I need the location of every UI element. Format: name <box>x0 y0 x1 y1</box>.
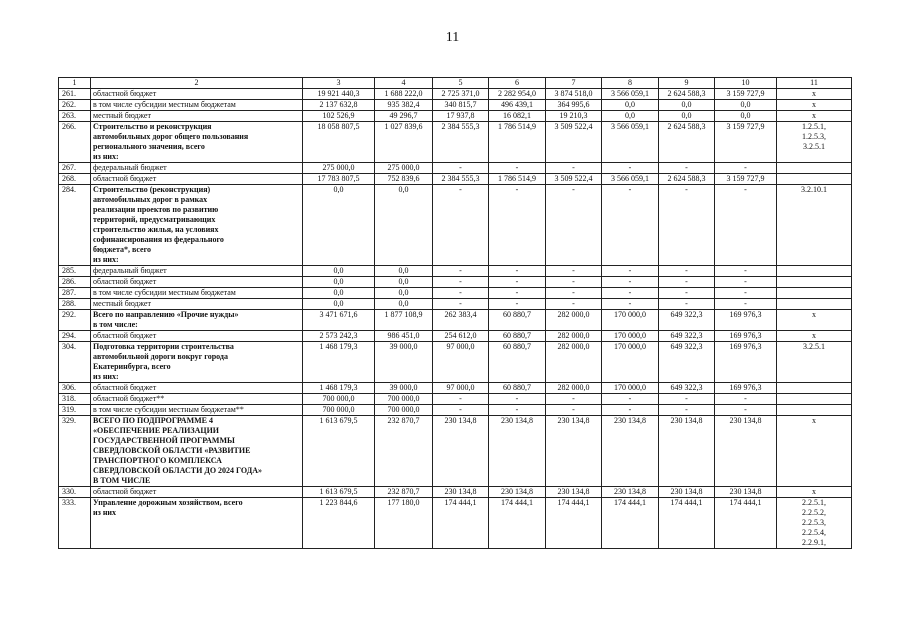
reference-cell: x <box>777 111 852 122</box>
value-cell: 0,0 <box>659 100 715 111</box>
table-row <box>59 416 852 487</box>
value-cell: 169 976,3 <box>715 383 777 394</box>
row-number-cell: 319. <box>59 405 91 416</box>
value-cell: 3 566 059,1 <box>602 122 659 163</box>
value-cell: - <box>489 299 546 310</box>
value-cell: 1 613 679,5 <box>303 416 375 487</box>
value-cell: 0,0 <box>375 185 433 266</box>
value-cell: - <box>659 277 715 288</box>
header-cell: 3 <box>303 78 375 89</box>
value-cell: 230 134,8 <box>659 487 715 498</box>
value-cell: 170 000,0 <box>602 331 659 342</box>
value-cell: - <box>546 185 602 266</box>
row-number-cell: 318. <box>59 394 91 405</box>
value-cell: 230 134,8 <box>489 416 546 487</box>
value-cell: 0,0 <box>602 100 659 111</box>
reference-cell: 3.2.5.1 <box>777 342 852 383</box>
value-cell: - <box>546 266 602 277</box>
value-cell: - <box>546 288 602 299</box>
value-cell: - <box>715 266 777 277</box>
reference-cell: x <box>777 487 852 498</box>
value-cell: 1 786 514,9 <box>489 174 546 185</box>
value-cell: 1 613 679,5 <box>303 487 375 498</box>
row-description-cell: федеральный бюджет <box>91 266 303 277</box>
header-cell: 9 <box>659 78 715 89</box>
header-cell: 7 <box>546 78 602 89</box>
value-cell: 169 976,3 <box>715 310 777 331</box>
row-description-cell: областной бюджет** <box>91 394 303 405</box>
row-number-cell: 286. <box>59 277 91 288</box>
value-cell: - <box>659 163 715 174</box>
value-cell: 3 566 059,1 <box>602 174 659 185</box>
value-cell: 230 134,8 <box>715 487 777 498</box>
value-cell: 282 000,0 <box>546 331 602 342</box>
table-row <box>59 89 852 100</box>
value-cell: 177 180,0 <box>375 498 433 549</box>
value-cell: 649 322,3 <box>659 342 715 383</box>
table-row <box>59 342 852 383</box>
value-cell: 262 383,4 <box>433 310 489 331</box>
value-cell: 935 382,4 <box>375 100 433 111</box>
budget-table <box>58 77 852 549</box>
value-cell: 2 573 242,3 <box>303 331 375 342</box>
value-cell: - <box>715 163 777 174</box>
value-cell: - <box>489 288 546 299</box>
value-cell: - <box>602 266 659 277</box>
value-cell: - <box>659 299 715 310</box>
value-cell: 174 444,1 <box>659 498 715 549</box>
reference-cell <box>777 299 852 310</box>
value-cell: 1 027 839,6 <box>375 122 433 163</box>
value-cell: - <box>715 299 777 310</box>
value-cell: 700 000,0 <box>303 394 375 405</box>
reference-cell <box>777 394 852 405</box>
table-row <box>59 310 852 331</box>
value-cell: - <box>659 288 715 299</box>
value-cell: - <box>433 185 489 266</box>
value-cell: 0,0 <box>602 111 659 122</box>
value-cell: 0,0 <box>659 111 715 122</box>
value-cell: - <box>602 405 659 416</box>
value-cell: 2 624 588,3 <box>659 174 715 185</box>
row-description-cell: областной бюджет <box>91 174 303 185</box>
row-number-cell: 329. <box>59 416 91 487</box>
reference-cell: x <box>777 416 852 487</box>
table-row <box>59 277 852 288</box>
row-description-cell: Подготовка территории строительства автомобильной дороги вокруг города Екатеринбурга, всего из них: <box>91 342 303 383</box>
value-cell: 649 322,3 <box>659 310 715 331</box>
value-cell: 232 870,7 <box>375 416 433 487</box>
value-cell: 254 612,0 <box>433 331 489 342</box>
value-cell: 649 322,3 <box>659 383 715 394</box>
value-cell: 3 874 518,0 <box>546 89 602 100</box>
value-cell: - <box>659 185 715 266</box>
value-cell: 340 815,7 <box>433 100 489 111</box>
table-row <box>59 111 852 122</box>
value-cell: 1 786 514,9 <box>489 122 546 163</box>
value-cell: - <box>715 277 777 288</box>
row-description-cell: областной бюджет <box>91 487 303 498</box>
value-cell: 97 000,0 <box>433 342 489 383</box>
table-row <box>59 498 852 549</box>
value-cell: 282 000,0 <box>546 383 602 394</box>
value-cell: - <box>715 185 777 266</box>
value-cell: 1 877 108,9 <box>375 310 433 331</box>
value-cell: - <box>715 405 777 416</box>
value-cell: 1 223 844,6 <box>303 498 375 549</box>
row-number-cell: 306. <box>59 383 91 394</box>
value-cell: - <box>433 163 489 174</box>
reference-cell <box>777 266 852 277</box>
row-number-cell: 267. <box>59 163 91 174</box>
value-cell: - <box>546 394 602 405</box>
reference-cell <box>777 163 852 174</box>
value-cell: 275 000,0 <box>375 163 433 174</box>
row-description-cell: ВСЕГО ПО ПОДПРОГРАММЕ 4 «ОБЕСПЕЧЕНИЕ РЕАЛИЗАЦИИ ГОСУДАРСТВЕННОЙ ПРОГРАММЫ СВЕРДЛОВСКОЙ ОБЛАСТИ «РАЗВИТИЕ ТРАНСПОРТНОГО КОМПЛЕКСА СВЕРДЛОВСКОЙ ОБЛАСТИ ДО 2024 ГОДА» В ТОМ ЧИСЛЕ <box>91 416 303 487</box>
table-row <box>59 288 852 299</box>
row-description-cell: в том числе субсидии местным бюджетам** <box>91 405 303 416</box>
header-cell: 1 <box>59 78 91 89</box>
value-cell: 0,0 <box>303 299 375 310</box>
value-cell: 174 444,1 <box>489 498 546 549</box>
reference-cell <box>777 174 852 185</box>
table-row <box>59 174 852 185</box>
row-description-cell: Строительство (реконструкция) автомобильных дорог в рамках реализации проектов по развитию территорий, предусматривающих строительство жилья, на условиях софинансирования из федерального бюджета*, всего из них: <box>91 185 303 266</box>
reference-cell: x <box>777 100 852 111</box>
value-cell: - <box>489 277 546 288</box>
reference-cell <box>777 277 852 288</box>
reference-cell <box>777 383 852 394</box>
table-body <box>59 78 852 549</box>
value-cell: 2 725 371,0 <box>433 89 489 100</box>
reference-cell: 1.2.5.1, 1.2.5.3, 3.2.5.1 <box>777 122 852 163</box>
row-description-cell: местный бюджет <box>91 111 303 122</box>
value-cell: 16 082,1 <box>489 111 546 122</box>
value-cell: - <box>546 405 602 416</box>
reference-cell: x <box>777 89 852 100</box>
value-cell: - <box>546 163 602 174</box>
value-cell: - <box>489 405 546 416</box>
row-description-cell: областной бюджет <box>91 277 303 288</box>
table-row <box>59 122 852 163</box>
value-cell: 1 468 179,3 <box>303 383 375 394</box>
header-cell: 5 <box>433 78 489 89</box>
table-row <box>59 185 852 266</box>
row-description-cell: областной бюджет <box>91 89 303 100</box>
value-cell: 700 000,0 <box>375 405 433 416</box>
value-cell: 49 296,7 <box>375 111 433 122</box>
value-cell: - <box>602 288 659 299</box>
value-cell: 0,0 <box>303 288 375 299</box>
table-row <box>59 383 852 394</box>
value-cell: - <box>489 163 546 174</box>
value-cell: 0,0 <box>303 277 375 288</box>
value-cell: - <box>659 266 715 277</box>
reference-cell: x <box>777 310 852 331</box>
value-cell: 1 688 222,0 <box>375 89 433 100</box>
reference-cell <box>777 405 852 416</box>
table-row <box>59 163 852 174</box>
row-number-cell: 263. <box>59 111 91 122</box>
row-description-cell: в том числе субсидии местным бюджетам <box>91 288 303 299</box>
value-cell: 169 976,3 <box>715 331 777 342</box>
value-cell: 752 839,6 <box>375 174 433 185</box>
value-cell: 230 134,8 <box>546 487 602 498</box>
value-cell: - <box>715 394 777 405</box>
row-description-cell: областной бюджет <box>91 383 303 394</box>
row-number-cell: 287. <box>59 288 91 299</box>
value-cell: 0,0 <box>375 277 433 288</box>
value-cell: 230 134,8 <box>602 416 659 487</box>
value-cell: 2 384 555,3 <box>433 174 489 185</box>
value-cell: - <box>433 299 489 310</box>
table-row <box>59 331 852 342</box>
row-number-cell: 294. <box>59 331 91 342</box>
row-number-cell: 288. <box>59 299 91 310</box>
value-cell: - <box>433 288 489 299</box>
value-cell: - <box>433 394 489 405</box>
value-cell: 2 624 588,3 <box>659 122 715 163</box>
value-cell: 60 880,7 <box>489 342 546 383</box>
value-cell: - <box>546 277 602 288</box>
header-cell: 2 <box>91 78 303 89</box>
row-description-cell: Строительство и реконструкция автомобильных дорог общего пользования регионального значения, всего из них: <box>91 122 303 163</box>
value-cell: 0,0 <box>375 266 433 277</box>
table-header-row <box>59 78 852 89</box>
value-cell: 2 137 632,8 <box>303 100 375 111</box>
value-cell: 986 451,0 <box>375 331 433 342</box>
value-cell: 170 000,0 <box>602 310 659 331</box>
row-number-cell: 330. <box>59 487 91 498</box>
value-cell: 496 439,1 <box>489 100 546 111</box>
value-cell: 700 000,0 <box>375 394 433 405</box>
value-cell: 3 566 059,1 <box>602 89 659 100</box>
value-cell: - <box>602 394 659 405</box>
row-number-cell: 266. <box>59 122 91 163</box>
value-cell: 230 134,8 <box>546 416 602 487</box>
value-cell: 230 134,8 <box>433 487 489 498</box>
row-number-cell: 304. <box>59 342 91 383</box>
value-cell: 232 870,7 <box>375 487 433 498</box>
value-cell: - <box>602 185 659 266</box>
value-cell: - <box>433 266 489 277</box>
value-cell: 60 880,7 <box>489 383 546 394</box>
value-cell: 97 000,0 <box>433 383 489 394</box>
row-number-cell: 292. <box>59 310 91 331</box>
reference-cell: 2.2.5.1, 2.2.5.2, 2.2.5.3, 2.2.5.4, 2.2.9.1, <box>777 498 852 549</box>
table-row <box>59 405 852 416</box>
value-cell: - <box>489 394 546 405</box>
value-cell: 60 880,7 <box>489 310 546 331</box>
row-description-cell: Всего по направлению «Прочие нужды» в том числе: <box>91 310 303 331</box>
page-number: 11 <box>445 30 460 45</box>
value-cell: 3 159 727,9 <box>715 122 777 163</box>
value-cell: 0,0 <box>375 299 433 310</box>
value-cell: - <box>433 277 489 288</box>
value-cell: 39 000,0 <box>375 342 433 383</box>
value-cell: 3 471 671,6 <box>303 310 375 331</box>
value-cell: 3 509 522,4 <box>546 174 602 185</box>
value-cell: 174 444,1 <box>546 498 602 549</box>
value-cell: 170 000,0 <box>602 342 659 383</box>
value-cell: 0,0 <box>303 185 375 266</box>
row-number-cell: 284. <box>59 185 91 266</box>
value-cell: 230 134,8 <box>602 487 659 498</box>
row-description-cell: местный бюджет <box>91 299 303 310</box>
table-row <box>59 299 852 310</box>
value-cell: - <box>659 394 715 405</box>
value-cell: 700 000,0 <box>303 405 375 416</box>
value-cell: 282 000,0 <box>546 310 602 331</box>
value-cell: 17 937,8 <box>433 111 489 122</box>
value-cell: 3 509 522,4 <box>546 122 602 163</box>
row-number-cell: 333. <box>59 498 91 549</box>
value-cell: 60 880,7 <box>489 331 546 342</box>
table-row <box>59 394 852 405</box>
value-cell: 174 444,1 <box>433 498 489 549</box>
table-row <box>59 487 852 498</box>
value-cell: 102 526,9 <box>303 111 375 122</box>
value-cell: 3 159 727,9 <box>715 89 777 100</box>
value-cell: 39 000,0 <box>375 383 433 394</box>
value-cell: 230 134,8 <box>489 487 546 498</box>
row-description-cell: федеральный бюджет <box>91 163 303 174</box>
value-cell: 17 783 807,5 <box>303 174 375 185</box>
value-cell: 0,0 <box>715 111 777 122</box>
value-cell: - <box>602 163 659 174</box>
value-cell: 282 000,0 <box>546 342 602 383</box>
value-cell: - <box>715 288 777 299</box>
value-cell: 19 921 440,3 <box>303 89 375 100</box>
row-description-cell: областной бюджет <box>91 331 303 342</box>
value-cell: - <box>433 405 489 416</box>
value-cell: - <box>489 266 546 277</box>
table-row <box>59 266 852 277</box>
header-cell: 10 <box>715 78 777 89</box>
reference-cell: 3.2.10.1 <box>777 185 852 266</box>
row-description-cell: в том числе субсидии местным бюджетам <box>91 100 303 111</box>
reference-cell <box>777 288 852 299</box>
row-number-cell: 261. <box>59 89 91 100</box>
value-cell: 364 995,6 <box>546 100 602 111</box>
value-cell: 230 134,8 <box>659 416 715 487</box>
table-row <box>59 100 852 111</box>
value-cell: 0,0 <box>715 100 777 111</box>
value-cell: - <box>489 185 546 266</box>
value-cell: 170 000,0 <box>602 383 659 394</box>
header-cell: 6 <box>489 78 546 89</box>
value-cell: 2 624 588,3 <box>659 89 715 100</box>
value-cell: 18 058 807,5 <box>303 122 375 163</box>
value-cell: 230 134,8 <box>433 416 489 487</box>
row-number-cell: 285. <box>59 266 91 277</box>
value-cell: 174 444,1 <box>602 498 659 549</box>
value-cell: 19 210,3 <box>546 111 602 122</box>
row-description-cell: Управление дорожным хозяйством, всего из них <box>91 498 303 549</box>
value-cell: - <box>602 299 659 310</box>
value-cell: - <box>546 299 602 310</box>
value-cell: 169 976,3 <box>715 342 777 383</box>
row-number-cell: 268. <box>59 174 91 185</box>
header-cell: 4 <box>375 78 433 89</box>
value-cell: 0,0 <box>375 288 433 299</box>
header-cell: 8 <box>602 78 659 89</box>
value-cell: 1 468 179,3 <box>303 342 375 383</box>
value-cell: 174 444,1 <box>715 498 777 549</box>
value-cell: - <box>602 277 659 288</box>
value-cell: 2 282 954,0 <box>489 89 546 100</box>
row-number-cell: 262. <box>59 100 91 111</box>
value-cell: 275 000,0 <box>303 163 375 174</box>
value-cell: 649 322,3 <box>659 331 715 342</box>
value-cell: 0,0 <box>303 266 375 277</box>
value-cell: - <box>659 405 715 416</box>
header-cell: 11 <box>777 78 852 89</box>
value-cell: 230 134,8 <box>715 416 777 487</box>
value-cell: 2 384 555,3 <box>433 122 489 163</box>
reference-cell: x <box>777 331 852 342</box>
value-cell: 3 159 727,9 <box>715 174 777 185</box>
